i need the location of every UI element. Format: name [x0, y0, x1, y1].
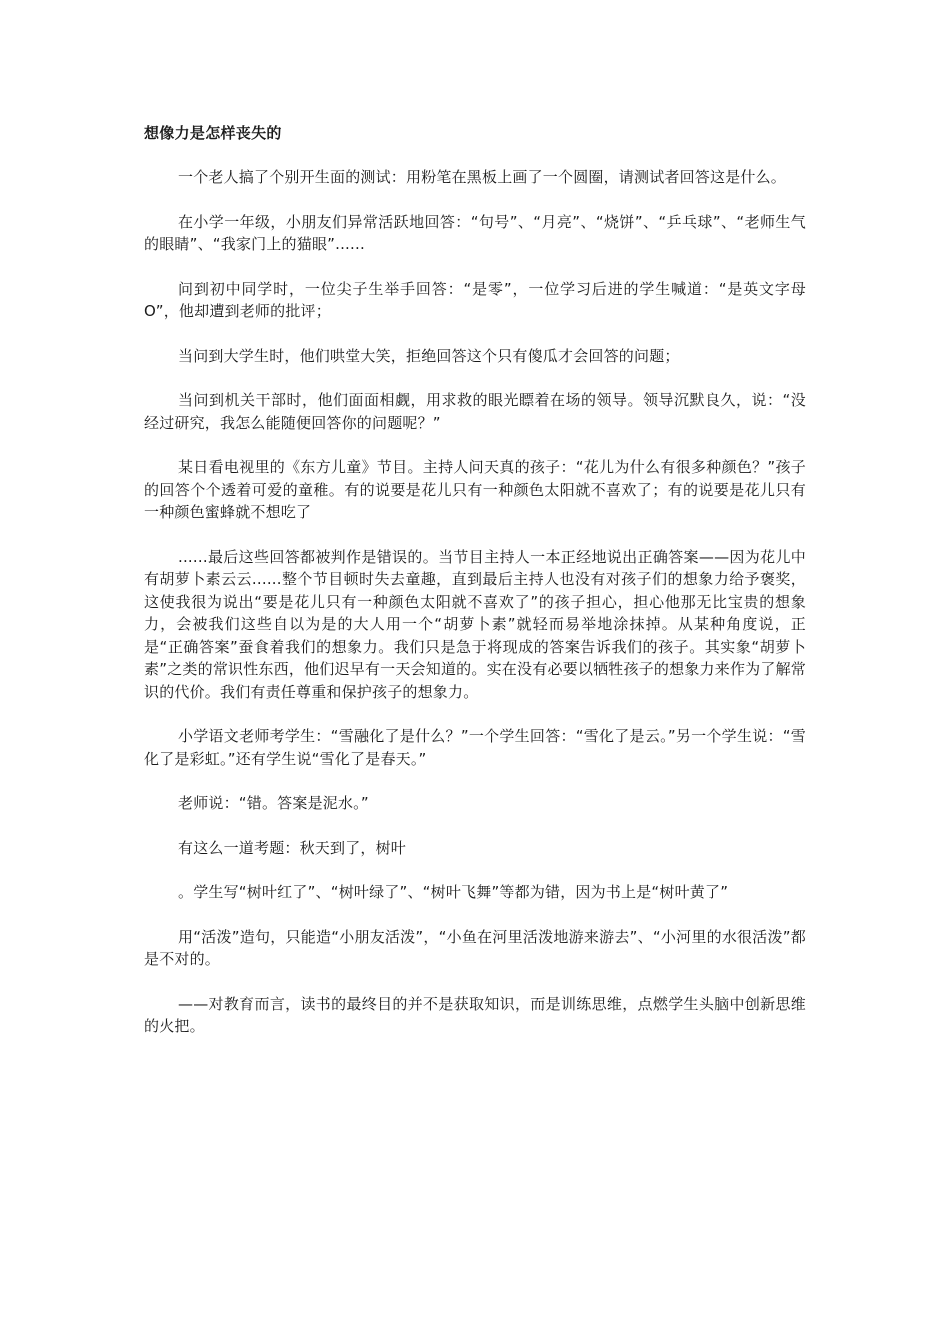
paragraph-5: 当问到机关干部时，他们面面相觑，用求救的眼光瞟着在场的领导。领导沉默良久，说：“没经过研究，我怎么能随便回答你的问题呢？”: [144, 391, 806, 432]
paragraph-2: 在小学一年级，小朋友们异常活跃地回答：“句号”、“月亮”、“烧饼”、“乒乓球”、“老师生气的眼睛”、“我家门上的猫眼”......: [144, 212, 806, 253]
paragraph-1: 一个老人搞了个别开生面的测试：用粉笔在黑板上画了一个圆圈，请测试者回答这是什么。: [178, 168, 787, 186]
document-page: [144, 122, 806, 1060]
paragraph-6: 某日看电视里的《东方儿童》节目。主持人问天真的孩子：“花儿为什么有很多种颜色？”孩子的回答个个透着可爱的童稚。有的说要是花儿只有一种颜色太阳就不喜欢了；有的说要是花儿只有一种颜色蜜蜂就不想吃了: [144, 458, 806, 521]
paragraph-13: ——对教育而言，读书的最终目的并不是获取知识，而是训练思维，点燃学生头脑中创新思维的火把。: [144, 994, 806, 1035]
paragraph-10: 有这么一道考题：秋天到了，树叶: [178, 838, 407, 857]
paragraph-3: 问到初中同学时，一位尖子生举手回答：“是零”，一位学习后进的学生喊道：“是英文字母 O”，他却遭到老师的批评；: [144, 279, 806, 320]
paragraph-4: 当问到大学生时，他们哄堂大笑，拒绝回答这个只有傻瓜才会回答的问题；: [178, 346, 680, 365]
document-title: 想像力是怎样丧失的: [144, 124, 282, 142]
paragraph-12: 用“活泼”造句，只能造“小朋友活泼”，“小鱼在河里活泼地游来游去”、“小河里的水很活泼”都是不对的。: [144, 927, 806, 968]
paragraph-7: ......最后这些回答都被判作是错误的。当节目主持人一本正经地说出正确答案——因为花儿中有胡萝卜素云云......整个节目顿时失去童趣，直到最后主持人也没有对孩子们的想象力给予褒奖，这使我很为说出“要是花儿只有一种颜色太阳就不喜欢了”的孩子担心，担心他那无比宝贵的想象力，会被我们这些自以为是的大人用一个“胡萝卜素”就轻而易举地涂抹掉。从某种角度说，正是“正确答案”蚕食着我们的想象力。我们只是急于将现成的答案告诉我们的孩子。其实象“胡萝卜素”之类的常识性东西，他们迟早有一天会知道的。实在没有必要以牺牲孩子的想象力来作为了解常识的代价。我们有责任尊重和保护孩子的想象力。: [144, 547, 806, 701]
paragraph-8: 小学语文老师考学生：“雪融化了是什么？”一个学生回答：“雪化了是云。”另一个学生说：“雪化了是彩虹。”还有学生说“雪化了是春天。”: [144, 727, 806, 768]
paragraph-9: 老师说：“错。答案是泥水。”: [178, 794, 369, 812]
paragraph-11: 。学生写“树叶红了”、“树叶绿了”、“树叶飞舞”等都为错，因为书上是“树叶黄了”: [178, 883, 729, 901]
